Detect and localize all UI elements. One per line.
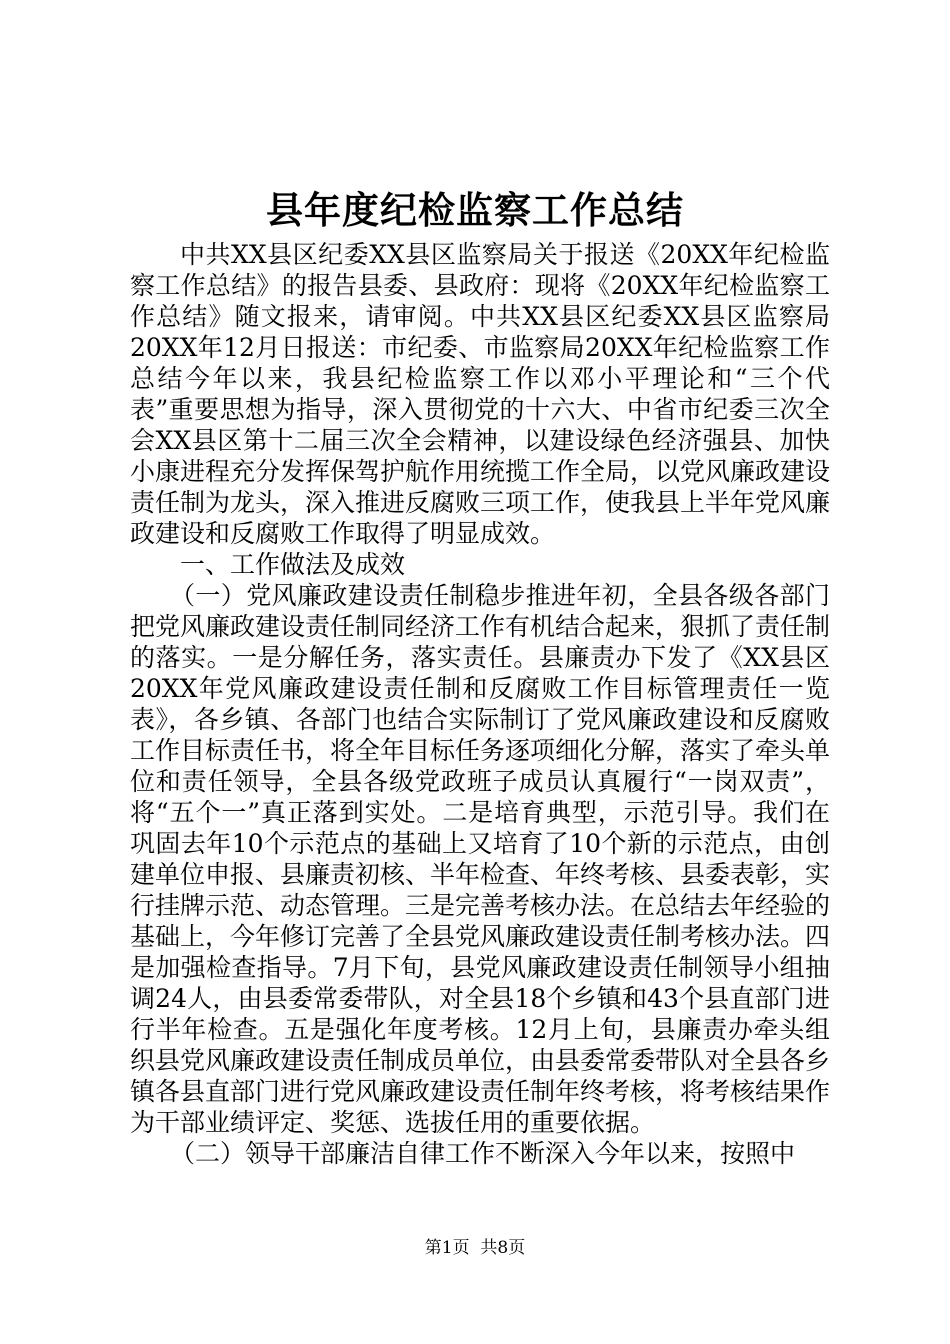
document-title: 县年度纪检监察工作总结 — [266, 188, 684, 232]
subsection-paragraph-2: （二）领导干部廉洁自律工作不断深入今年以来，按照中 — [170, 1139, 796, 1168]
page-footer — [0, 1236, 950, 1260]
subsection-paragraph-1: （一）党风廉政建设责任制稳步推进年初，全县各级各部门把党风廉政建设责任制同经济工作有机结合起来，狠抓了责任制的落实。一是分解任务，落实责任。县廉责办下发了《XX县区20XX年党风廉政建设责任制和反腐败工作目标管理责任一览表》，各乡镇、各部门也结合实际制订了党风廉政建设和反腐败工作目标责任书，将全年目标任务逐项细化分解，落实了牵头单位和责任领导，全县各级党政班子成员认真履行“一岗双责”，将“五个一”真正落到实处。二是培育典型，示范引导。我们在巩固去年10个示范点的基础上又培育了10个新的示范点，由创建单位申报、县廉责初核、半年检查、年终考核、县委表彰，实行挂牌示范、动态管理。三是完善考核办法。在总结去年经验的基础上，今年修订完善了全县党风廉政建设责任制考核办法。四是加强检查指导。7月下旬，县党风廉政建设责任制领导小组抽调24人，由县委常委带队，对全县18个乡镇和43个县直部门进行半年检查。五是强化年度考核。12月上旬，县廉责办牵头组织县党风廉政建设责任制成员单位，由县委常委带队对全县各乡镇各县直部门进行党风廉政建设责任制年终考核，将考核结果作为干部业绩评定、奖惩、选拔任用的重要依据。 — [130, 581, 831, 1137]
page-number: 第1页 共8页 — [424, 1238, 526, 1258]
document-body — [130, 239, 830, 1169]
intro-paragraph: 中共XX县区纪委XX县区监察局关于报送《20XX年纪检监察工作总结》的报告县委、县政府：现将《20XX年纪检监察工作总结》随文报来，请审阅。中共XX县区纪委XX县区监察局20XX年12月日报送：市纪委、市监察局20XX年纪检监察工作总结今年以来，我县纪检监察工作以邓小平理论和“三个代表”重要思想为指导，深入贯彻党的十六大、中省市纪委三次全会XX县区第十二届三次全会精神，以建设绿色经济强县、加快小康进程充分发挥保驾护航作用统揽工作全局，以党风廉政建设责任制为龙头，深入推进反腐败三项工作，使我县上半年党风廉政建设和反腐败工作取得了明显成效。 — [130, 240, 831, 548]
section-heading: 一、工作做法及成效 — [180, 550, 406, 579]
